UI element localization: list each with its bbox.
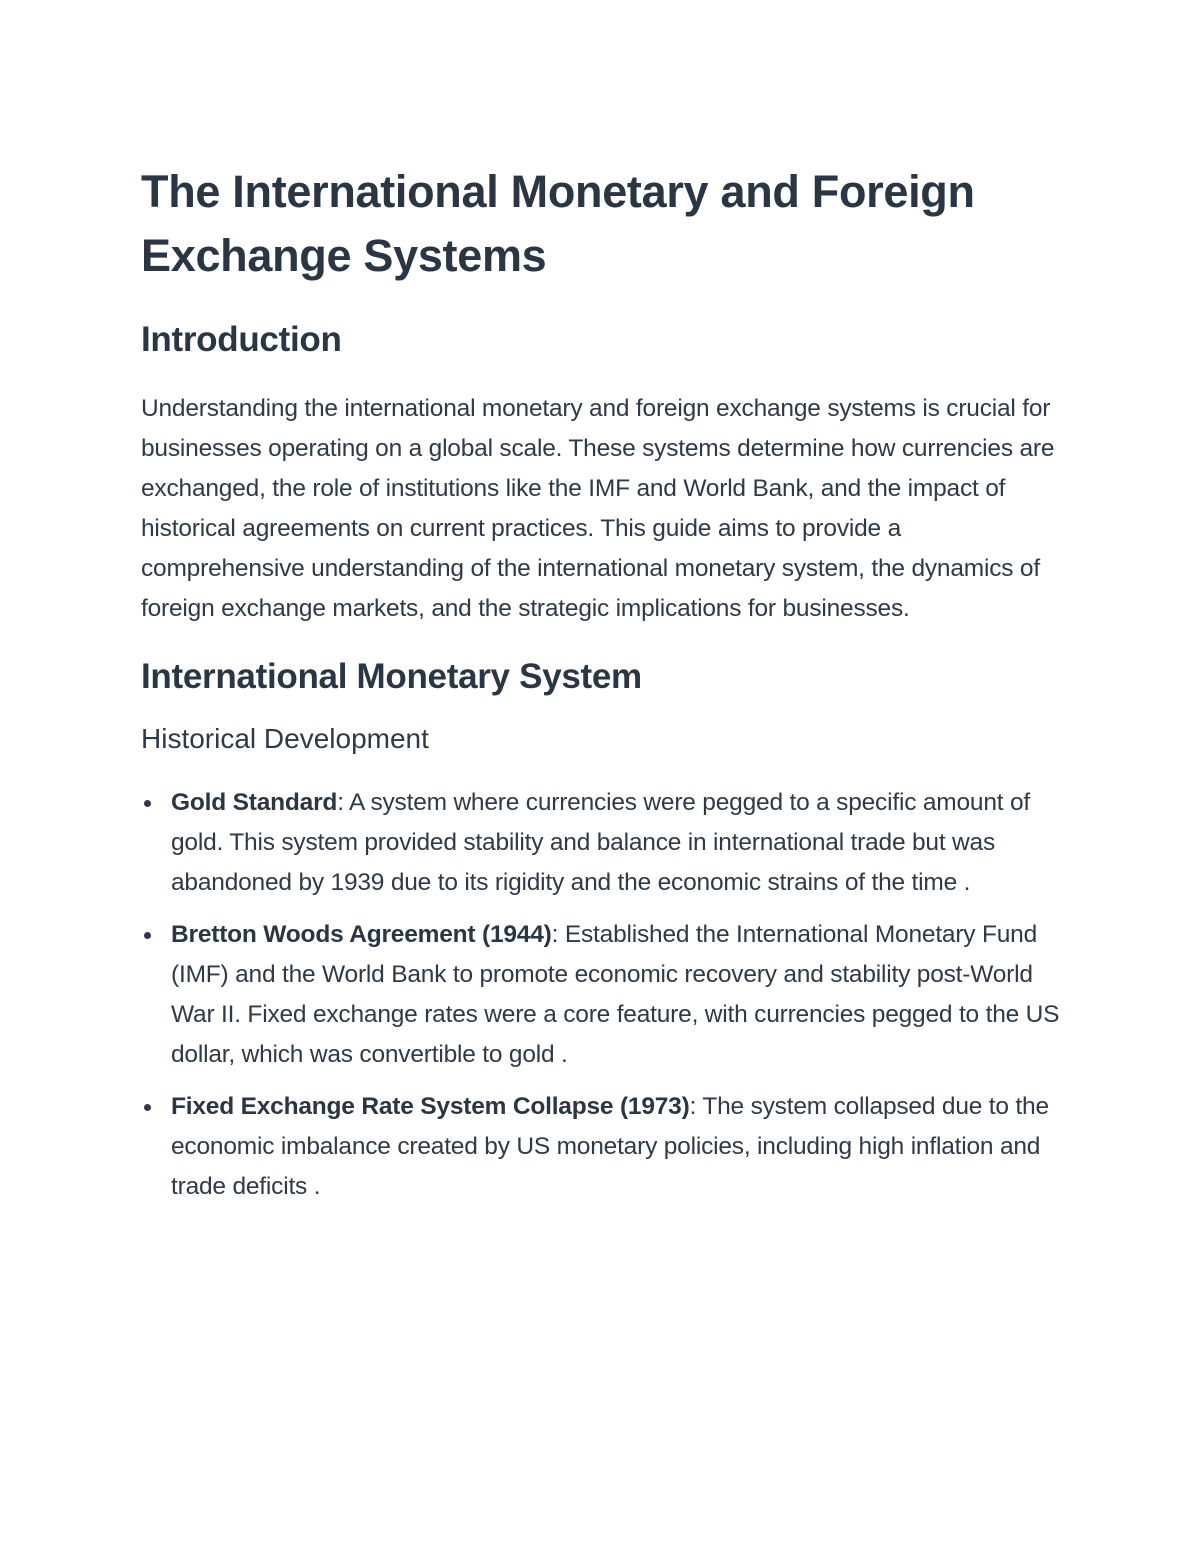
list-item-text: : The system collapsed due to the economic imbalance created by US monetary policies, including high inflation and trade deficits . [171, 1093, 1049, 1200]
bullet-icon [144, 1104, 151, 1111]
list-item-term: Bretton Woods Agreement (1944) [171, 921, 552, 948]
list-item-term: Gold Standard [171, 789, 338, 816]
document-page [141, 160, 1071, 1219]
historical-development-list [141, 783, 1071, 1207]
list-item [141, 1087, 1071, 1207]
ims-heading: International Monetary System [141, 657, 642, 696]
document-title: The International Monetary and Foreign Exchange Systems [141, 166, 975, 281]
list-item-text: : Established the International Monetary Fund (IMF) and the World Bank to promote economic recovery and stability post-World War II. Fixed exchange rates were a core feature, with currencies pegged to the US dollar, which was convertible to gold . [171, 921, 1060, 1068]
bullet-icon [144, 800, 151, 807]
historical-development-heading: Historical Development [141, 723, 429, 754]
list-item-text: : A system where currencies were pegged to a specific amount of gold. This system provided stability and balance in international trade but was abandoned by 1939 due to its rigidity and the economic strains of the time . [171, 789, 1031, 896]
introduction-paragraph: Understanding the international monetary and foreign exchange systems is crucial for businesses operating on a global scale. These systems determine how currencies are exchanged, the role of institutions like the IMF and World Bank, and the impact of historical agreements on current practices. This guide aims to provide a comprehensive understanding of the international monetary system, the dynamics of foreign exchange markets, and the strategic implications for businesses. [141, 395, 1055, 622]
introduction-heading: Introduction [141, 320, 342, 359]
bullet-icon [144, 932, 151, 939]
list-item [141, 915, 1071, 1075]
list-item-term: Fixed Exchange Rate System Collapse (1973) [171, 1093, 690, 1120]
list-item [141, 783, 1071, 903]
